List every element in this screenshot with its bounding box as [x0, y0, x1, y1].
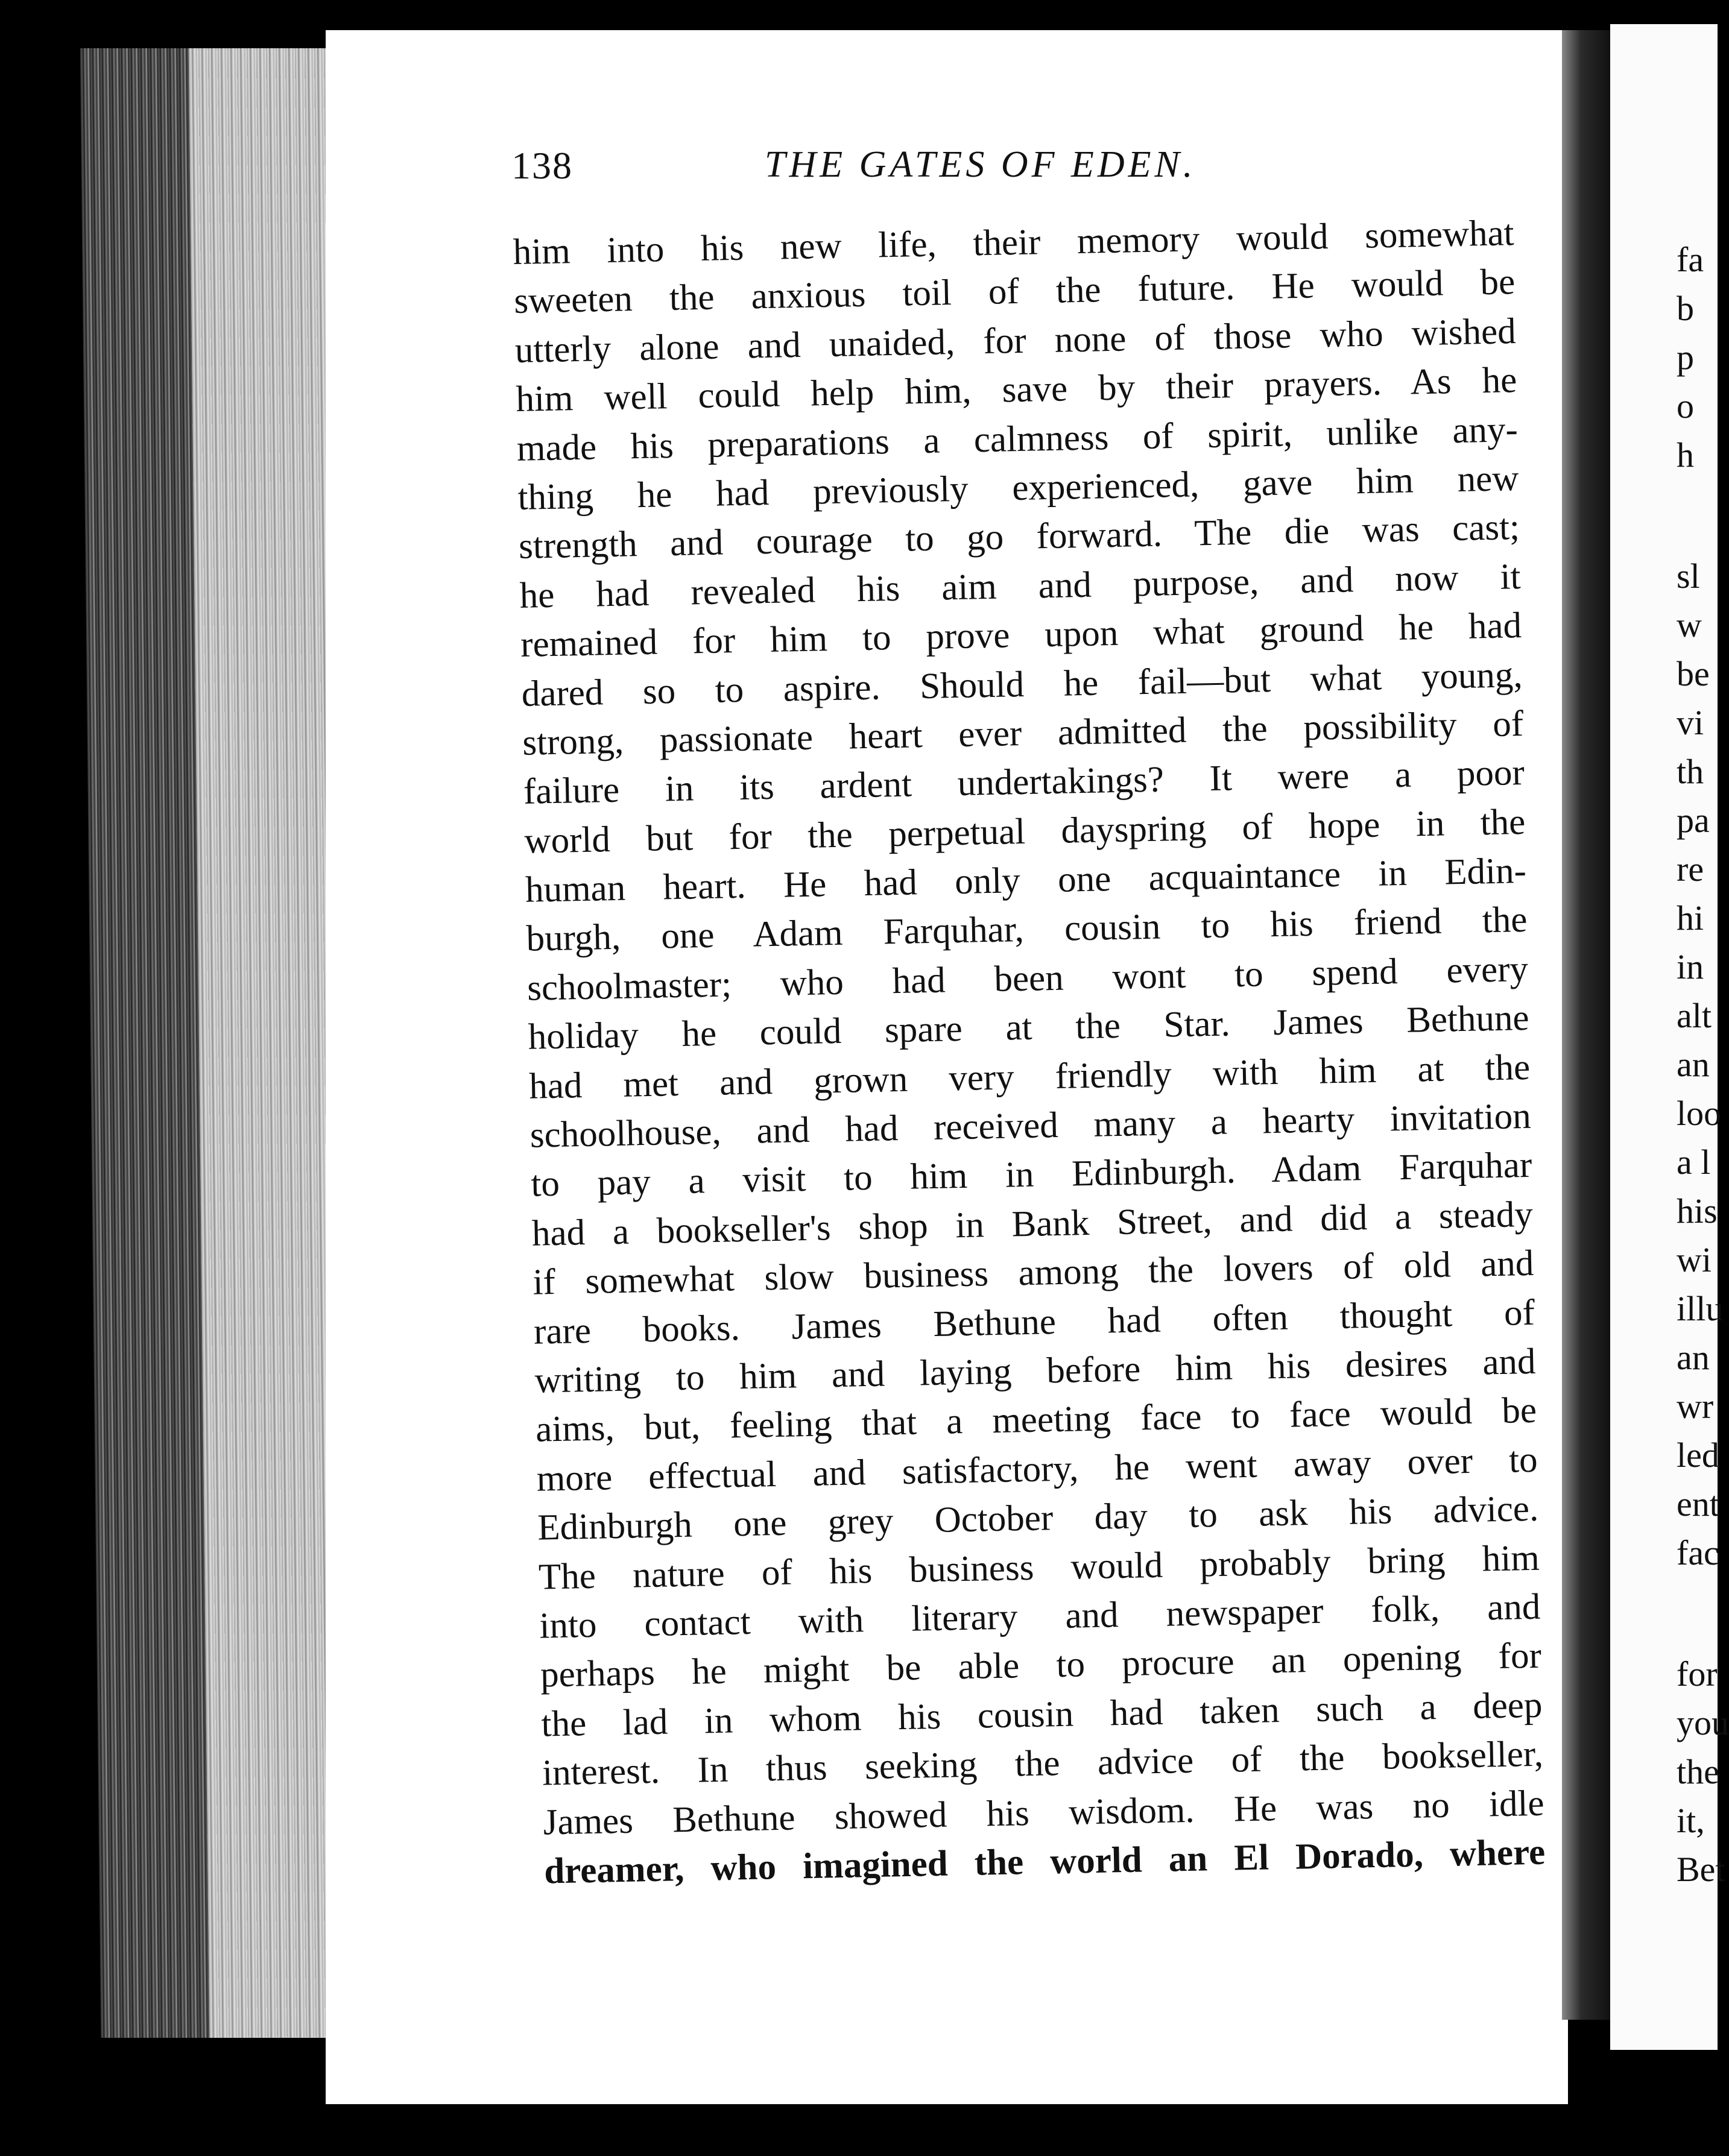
next-page-fragment: ent	[1677, 1484, 1719, 1524]
next-page-fragment: in	[1677, 947, 1704, 986]
text-line: the lad in whom his cousin had taken such a deep	[541, 1685, 1543, 1745]
text-line: into contact with literary and newspaper folk, and	[539, 1586, 1541, 1647]
next-page-fragment: Bet	[1677, 1850, 1725, 1889]
fragment-gap	[1677, 479, 1718, 552]
text-line: rare books. James Bethune had often thought of	[533, 1292, 1535, 1352]
next-page-fragment: re	[1677, 849, 1704, 889]
next-page-fragment: an	[1677, 1338, 1710, 1377]
next-page-fragment: for	[1677, 1654, 1718, 1694]
next-page-fragments	[1677, 235, 1729, 1894]
next-page-fragment: b	[1677, 289, 1694, 328]
next-page-fragment: vi	[1677, 703, 1704, 742]
next-page-fragment: a l	[1677, 1143, 1711, 1182]
text-line: human heart. He had only one acquaintance in Edin-	[525, 851, 1527, 910]
next-page-fragment: hi	[1677, 898, 1704, 938]
fragment-gap	[1677, 1577, 1718, 1650]
text-line: had a bookseller's shop in Bank Street, and did a steady	[531, 1194, 1534, 1254]
text-line: utterly alone and unaided, for none of those who wished	[514, 310, 1517, 371]
next-page-fragment: wi	[1677, 1240, 1712, 1279]
next-page-fragment: p	[1677, 338, 1694, 377]
text-line: strength and courage to go forward. The die was cast;	[518, 507, 1520, 567]
text-line: perhaps he might be able to procure an opening for	[540, 1636, 1542, 1695]
text-line: The nature of his business would probably bring him	[538, 1537, 1540, 1598]
text-line: interest. In thus seeking the advice of the bookseller,	[542, 1733, 1544, 1794]
page-number: 138	[511, 144, 573, 187]
running-title: THE GATES OF EDEN.	[765, 144, 1196, 185]
next-page-fragment: fac	[1677, 1533, 1719, 1572]
next-page-fragment: an	[1677, 1045, 1710, 1084]
text-line: thing he had previously experienced, gave him new	[517, 458, 1519, 518]
text-line: had met and grown very friendly with him at the	[528, 1047, 1531, 1107]
next-page-fragment: th	[1677, 752, 1704, 791]
text-line: James Bethune showed his wisdom. He was no idle	[543, 1783, 1545, 1843]
text-line: world but for the perpetual dayspring of hope in the	[523, 801, 1526, 862]
text-line: remained for him to prove upon what ground he had	[520, 605, 1522, 665]
text-line: schoolhouse, and had received many a hearty invitation	[529, 1095, 1532, 1156]
text-line: dared so to aspire. Should he fail—but what young,	[521, 654, 1523, 714]
text-line: writing to him and laying before him his desires and	[534, 1341, 1537, 1401]
next-page-fragment: led	[1677, 1436, 1719, 1475]
text-line: made his preparations a calmness of spirit, unlike any-	[516, 409, 1519, 469]
text-line: dreamer, who imagined the world an El Dorado, where	[543, 1832, 1546, 1892]
text-line: schoolmaster; who had been wont to spend every	[526, 948, 1529, 1009]
next-page-fragment: pa	[1677, 801, 1710, 840]
next-page-fragment: be	[1677, 654, 1710, 693]
next-page-fragment: you	[1677, 1703, 1729, 1742]
next-page-fragment: o	[1677, 386, 1694, 426]
text-line: burgh, one Adam Farquhar, cousin to his friend the	[526, 900, 1528, 960]
text-line: failure in its ardent undertakings? It were a poor	[523, 752, 1525, 813]
next-page-fragment: wr	[1677, 1387, 1714, 1426]
text-line: Edinburgh one grey October day to ask his advice.	[537, 1488, 1539, 1548]
next-page-fragment: it,	[1677, 1801, 1705, 1840]
body-text	[513, 209, 1546, 1896]
text-line: holiday he could spare at the Star. James Bethune	[528, 998, 1530, 1058]
next-page-fragment: loo	[1677, 1094, 1722, 1133]
text-line: more effectual and satisfactory, he went away over to	[536, 1439, 1538, 1499]
text-line: him into his new life, their memory would somewhat	[513, 213, 1515, 273]
text-line: sweeten the anxious toil of the future. He would be	[513, 262, 1516, 322]
next-page-fragment: w	[1677, 605, 1702, 645]
text-line: aims, but, feeling that a meeting face to face would be	[535, 1390, 1537, 1451]
running-head	[511, 143, 1247, 198]
text-line: he had revealed his aim and purpose, and now it	[519, 556, 1522, 616]
text-line: strong, passionate heart ever admitted the possibility of	[522, 703, 1524, 763]
text-line: if somewhat slow business among the lovers of old and	[532, 1243, 1534, 1303]
next-page-fragment: h	[1677, 435, 1694, 474]
next-page-fragment: illu	[1677, 1289, 1724, 1328]
next-page-fragment: the	[1677, 1752, 1719, 1791]
next-page-fragment: fa	[1677, 240, 1704, 279]
text-line: him well could help him, save by their prayers. As he	[515, 360, 1517, 420]
next-page-fragment: sl	[1677, 556, 1700, 596]
book-gutter	[1562, 30, 1610, 2020]
next-page-fragment: alt	[1677, 996, 1712, 1035]
next-page-fragment: his	[1677, 1191, 1718, 1231]
text-line: to pay a visit to him in Edinburgh. Adam Farquhar	[530, 1145, 1532, 1205]
